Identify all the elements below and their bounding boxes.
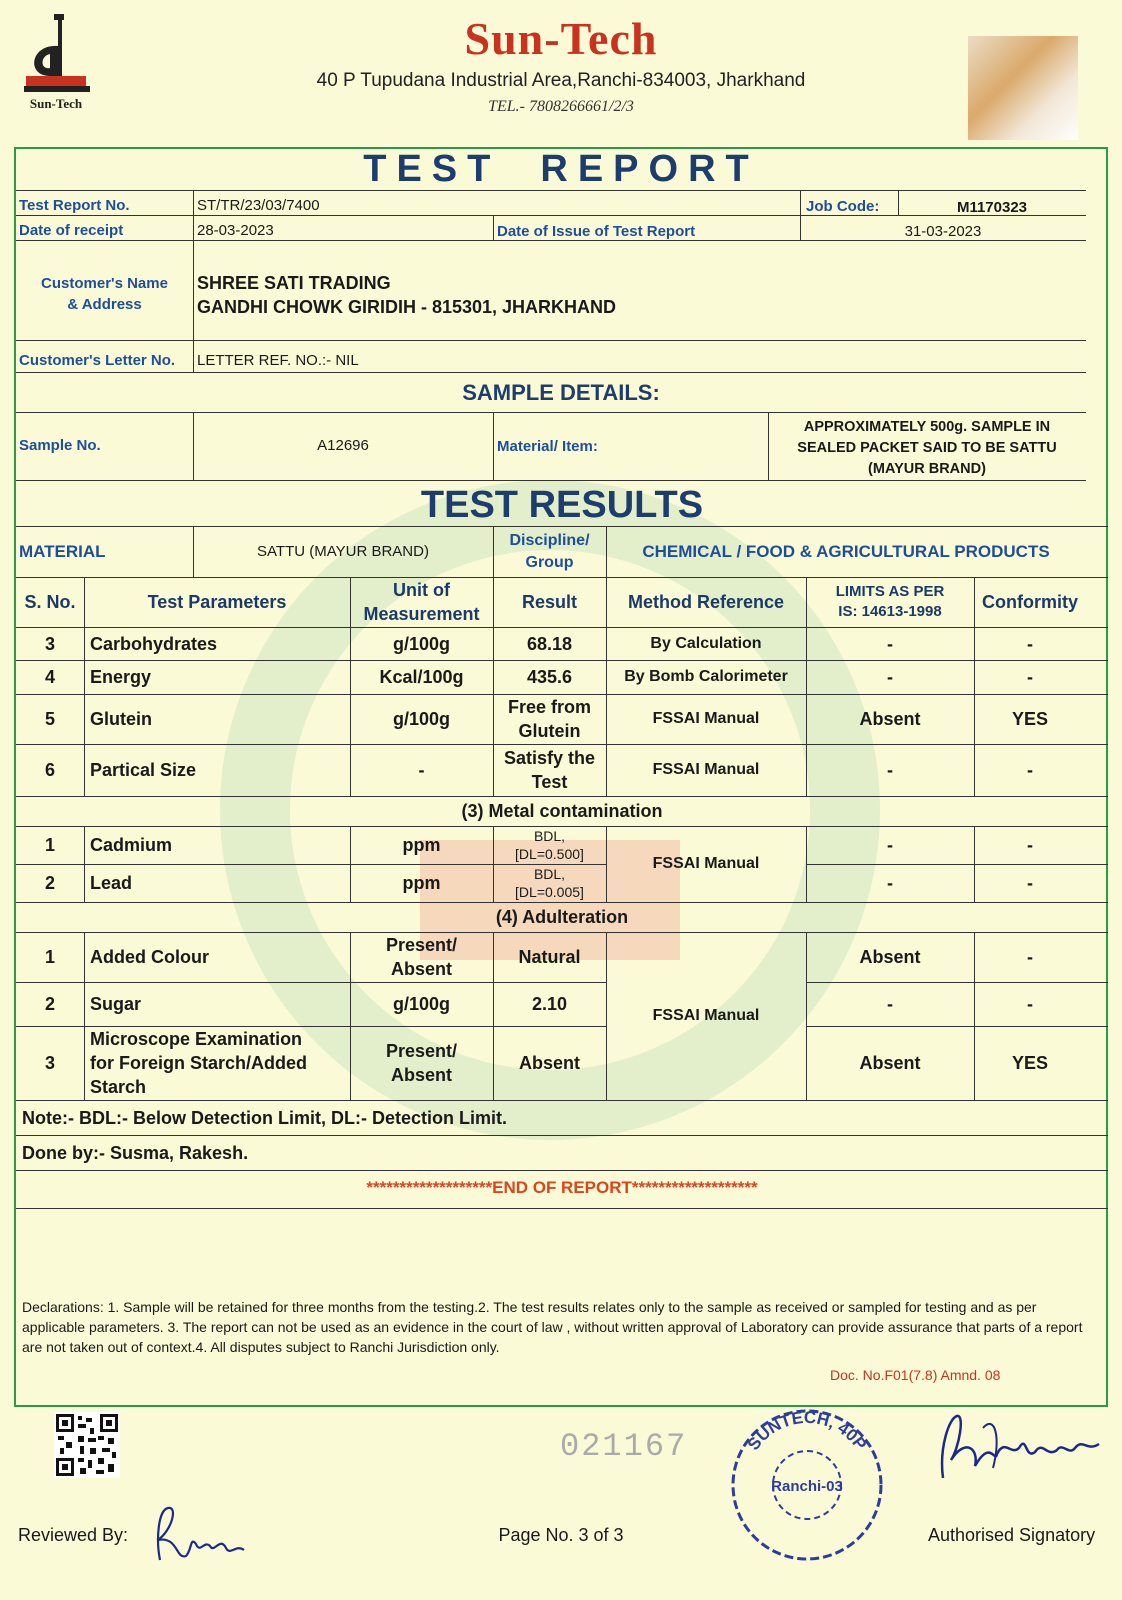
customer-address: GANDHI CHOWK GIRIDIH - 815301, JHARKHAND [197, 297, 617, 317]
cell-conformity: - [1027, 873, 1033, 893]
cell-param: Carbohydrates [90, 633, 218, 654]
cell-unit: g/100g [392, 633, 451, 654]
brand-name: Sun-Tech [464, 13, 658, 64]
cell-param: Lead [90, 873, 133, 893]
lab-address: 40 P Tupudana Industrial Area,Ranchi-834003, Jharkhand [316, 70, 806, 91]
cell-param: Added Colour [90, 947, 209, 967]
customer-label: Customer's Name & Address [41, 275, 168, 313]
cell-sno: 3 [44, 1053, 55, 1073]
metal-method: FSSAI Manual [652, 855, 760, 872]
cell-conformity: - [1027, 760, 1033, 780]
report-title: TEST REPORT [363, 148, 759, 190]
done-by: Done by:- Susma, Rakesh. [22, 1142, 249, 1163]
cell-conformity: - [1027, 994, 1033, 1014]
cell-result: Free from Glutein [507, 697, 592, 741]
cell-conformity: - [1027, 633, 1033, 654]
cell-sno: 2 [44, 873, 55, 893]
end-of-report: *******************END OF REPORT******************* [366, 1178, 758, 1197]
cell-result: Absent [518, 1053, 580, 1073]
cell-sno: 1 [44, 835, 55, 855]
cell-sno: 1 [44, 947, 55, 967]
cell-limit: - [887, 994, 893, 1014]
cell-unit: Present/ Absent [385, 935, 458, 979]
cell-unit: ppm [402, 873, 441, 893]
adulteration-heading: (4) Adulteration [495, 907, 629, 927]
letter-no-value: LETTER REF. NO.:- NIL [197, 352, 359, 369]
hologram-sticker [968, 36, 1078, 140]
cell-param: Glutein [90, 709, 152, 729]
cell-param: Sugar [90, 994, 142, 1014]
cell-limit: - [887, 760, 893, 780]
authorised-signature [935, 1408, 1105, 1488]
col-limits: LIMITS AS PER IS: 14613-1998 [835, 583, 945, 620]
page-number: Page No. 3 of 3 [498, 1525, 624, 1545]
report-no-value: ST/TR/23/03/7400 [197, 197, 320, 214]
letter-no-label: Customer's Letter No. [19, 352, 176, 369]
cell-unit: g/100g [392, 994, 451, 1014]
cell-result: Natural [518, 947, 581, 967]
cell-sno: 2 [44, 994, 55, 1014]
cell-result: 2.10 [531, 994, 568, 1014]
cell-method: By Bomb Calorimeter [624, 668, 788, 685]
col-parameters: Test Parameters [147, 592, 287, 612]
cell-result: BDL, [DL=0.500] [515, 828, 584, 862]
cell-limit: - [887, 667, 893, 687]
serial-number: 021167 [560, 1428, 688, 1465]
cell-unit: ppm [402, 835, 441, 855]
cell-limit: Absent [859, 947, 921, 967]
declarations: Declarations: 1. Sample will be retained for three months from the testing.2. The test results relates only to the sample as received or sampled for testing and as per applicable parameters. 3. The report can not be used as an evidence in the court of law , without written approval of Laboratory can provide assurance that parts of a report are not taken out of context.4. All disputes subject to Ranchi Jurisdiction only. [22, 1299, 1083, 1355]
report-no-label: Test Report No. [19, 197, 130, 214]
bdl-note: Note:- BDL:- Below Detection Limit, DL:- Detection Limit. [22, 1107, 507, 1128]
issue-date-label: Date of Issue of Test Report [497, 223, 696, 240]
cell-limit: Absent [859, 1053, 921, 1073]
cell-conformity: - [1027, 947, 1033, 967]
cell-method: FSSAI Manual [652, 710, 760, 727]
col-sno: S. No. [24, 592, 76, 612]
cell-limit: Absent [859, 709, 921, 729]
cell-param: Microscope Examination for Foreign Starch/Added Starch [90, 1029, 308, 1097]
metal-heading: (3) Metal contamination [461, 801, 663, 821]
material-value: SATTU (MAYUR BRAND) [257, 542, 429, 560]
col-result: Result [521, 592, 577, 612]
cell-limit: - [887, 633, 893, 654]
cell-result: 435.6 [526, 667, 573, 687]
material-item-label: Material/ Item: [497, 438, 598, 455]
issue-date-value: 31-03-2023 [904, 223, 982, 240]
cell-unit: Present/ Absent [385, 1041, 458, 1085]
discipline-value: CHEMICAL / FOOD & AGRICULTURAL PRODUCTS [642, 541, 1050, 561]
cell-result: BDL, [DL=0.005] [515, 866, 584, 900]
cell-result: 68.18 [526, 633, 573, 654]
cell-param: Cadmium [90, 835, 173, 855]
sample-details-heading: SAMPLE DETAILS: [462, 380, 660, 405]
job-code-label: Job Code: [806, 198, 880, 215]
cell-sno: 5 [44, 709, 55, 729]
cell-unit: - [418, 760, 425, 780]
cell-unit: g/100g [392, 709, 451, 729]
material-item-value: APPROXIMATELY 500g. SAMPLE IN SEALED PACKET SAID TO BE SATTU (MAYUR BRAND) [797, 419, 1057, 477]
cell-conformity: - [1027, 835, 1033, 855]
qr-code [54, 1412, 120, 1478]
col-method: Method Reference [627, 592, 785, 612]
cell-param: Partical Size [90, 760, 197, 780]
adulteration-method: FSSAI Manual [652, 1007, 760, 1024]
lab-telephone: TEL.- 7808266661/2/3 [488, 98, 634, 115]
reviewed-by-label: Reviewed By: [18, 1525, 129, 1545]
discipline-label: Discipline/ Group [509, 531, 590, 571]
cell-method: FSSAI Manual [652, 761, 760, 778]
svg-text:Sun-Tech: Sun-Tech [29, 96, 83, 111]
cell-limit: - [887, 835, 893, 855]
cell-sno: 6 [44, 760, 55, 780]
cell-conformity: YES [1011, 1053, 1049, 1073]
cell-unit: Kcal/100g [379, 667, 464, 687]
col-unit: Unit of Measurement [363, 580, 480, 624]
customer-name: SHREE SATI TRADING [197, 273, 391, 293]
receipt-date-label: Date of receipt [19, 222, 124, 239]
cell-sno: 4 [44, 667, 55, 687]
sample-no-label: Sample No. [19, 437, 101, 454]
cell-method: By Calculation [650, 634, 762, 652]
cell-param: Energy [90, 667, 152, 687]
svg-text:Ranchi-03: Ranchi-03 [771, 1478, 843, 1495]
cell-sno: 3 [44, 633, 55, 654]
test-results-heading: TEST RESULTS [420, 484, 704, 526]
cell-result: Satisfy the Test [503, 748, 596, 792]
svg-text:SUNTECH, 40P: SUNTECH, 40P [743, 1407, 871, 1454]
job-code-value: M1170323 [956, 199, 1028, 216]
document-number: Doc. No.F01(7.8) Amnd. 08 [830, 1367, 1001, 1383]
col-conformity: Conformity [982, 592, 1078, 612]
sample-no-value: A12696 [317, 437, 369, 454]
authorised-signatory-label: Authorised Signatory [928, 1525, 1096, 1545]
cell-conformity: - [1027, 667, 1033, 687]
cell-conformity: YES [1011, 709, 1049, 729]
cell-limit: - [887, 873, 893, 893]
receipt-date-value: 28-03-2023 [197, 222, 274, 239]
material-label: MATERIAL [19, 541, 106, 561]
